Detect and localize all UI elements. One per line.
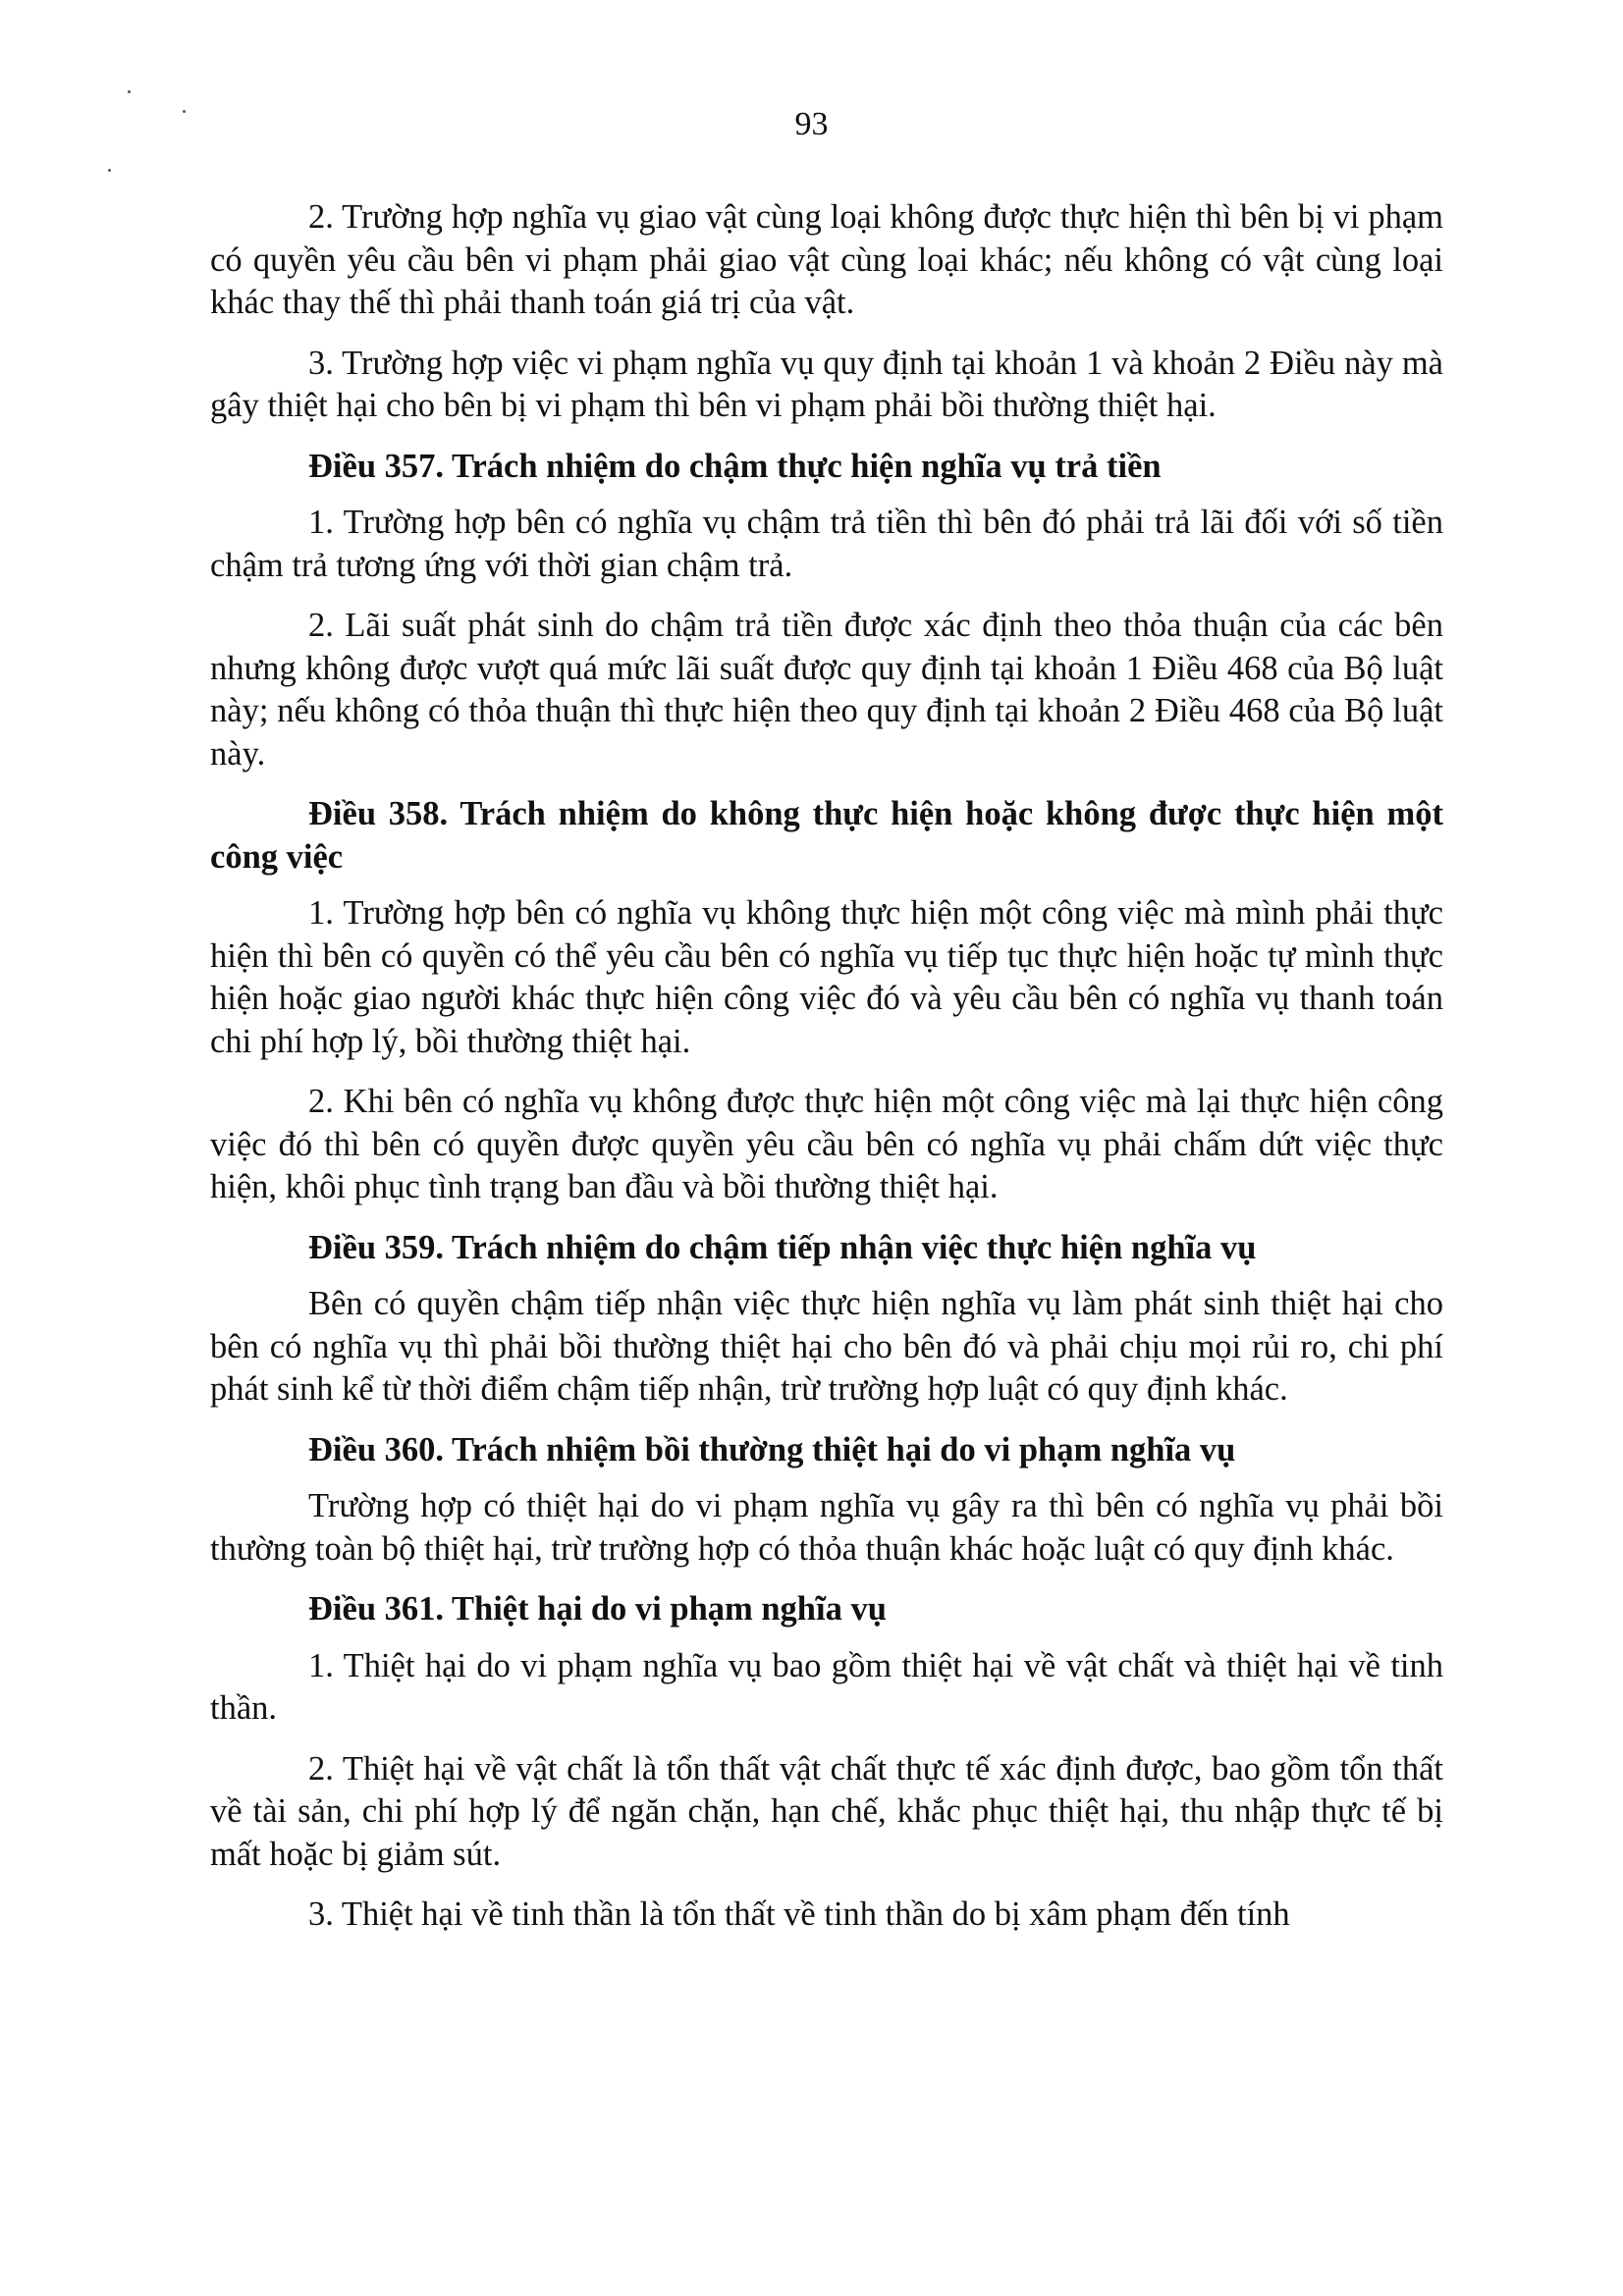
paragraph: 3. Thiệt hại về tinh thần là tổn thất về tinh thần do bị xâm phạm đến tính [308,1896,1290,1933]
article-heading: Điều 359. Trách nhiệm do chậm tiếp nhận việc thực hiện nghĩa vụ [308,1228,1257,1266]
paragraph: Trường hợp có thiệt hại do vi phạm nghĩa vụ gây ra thì bên có nghĩa vụ phải bồi thường toàn bộ thiệt hại, trừ trường hợp có thỏa thuận khác hoặc luật có quy định khác. [210,1487,1443,1568]
scan-speck [183,110,186,113]
paragraph: 1. Trường hợp bên có nghĩa vụ không thực hiện một công việc mà mình phải thực hiện thì bên có quyền có thể yêu cầu bên có nghĩa vụ tiếp tục thực hiện hoặc tự mình thực hiện hoặc giao người khác thực hiện công việc đó và yêu cầu bên có nghĩa vụ thanh toán chi phí hợp lý, bồi thường thiệt hại. [210,894,1443,1060]
paragraph: 2. Lãi suất phát sinh do chậm trả tiền được xác định theo thỏa thuận của các bên nhưng không được vượt quá mức lãi suất được quy định tại khoản 1 Điều 468 của Bộ luật này; nếu không có thỏa thuận thì thực hiện theo quy định tại khoản 2 Điều 468 của Bộ luật này. [210,607,1443,773]
paragraph: 1. Trường hợp bên có nghĩa vụ chậm trả tiền thì bên đó phải trả lãi đối với số tiền chậm trả tương ứng với thời gian chậm trả. [210,504,1443,584]
page-number: 93 [794,106,829,142]
document-body [210,196,1443,1954]
article-heading: Điều 357. Trách nhiệm do chậm thực hiện nghĩa vụ trả tiền [308,447,1162,485]
paragraph: 1. Thiệt hại do vi phạm nghĩa vụ bao gồm thiệt hại về vật chất và thiệt hại về tinh thần. [210,1646,1443,1727]
paragraph: 3. Trường hợp việc vi phạm nghĩa vụ quy định tại khoản 1 và khoản 2 Điều này mà gây thiệt hại cho bên bị vi phạm thì bên vi phạm phải bồi thường thiệt hại. [210,344,1443,424]
article-heading: Điều 361. Thiệt hại do vi phạm nghĩa vụ [308,1590,887,1628]
scan-speck [108,169,111,172]
paragraph: 2. Trường hợp nghĩa vụ giao vật cùng loại không được thực hiện thì bên bị vi phạm có quyền yêu cầu bên vi phạm phải giao vật cùng loại khác; nếu không có vật cùng loại khác thay thế thì phải thanh toán giá trị của vật. [210,198,1443,321]
article-heading: Điều 358. Trách nhiệm do không thực hiện hoặc không được thực hiện một công việc [210,795,1443,876]
paragraph: Bên có quyền chậm tiếp nhận việc thực hiện nghĩa vụ làm phát sinh thiệt hại cho bên có nghĩa vụ thì phải bồi thường thiệt hại cho bên đó và phải chịu mọi rủi ro, chi phí phát sinh kể từ thời điểm chậm tiếp nhận, trừ trường hợp luật có quy định khác. [210,1285,1443,1408]
paragraph: 2. Thiệt hại về vật chất là tổn thất vật chất thực tế xác định được, bao gồm tổn thất về tài sản, chi phí hợp lý để ngăn chặn, hạn chế, khắc phục thiệt hại, thu nhập thực tế bị mất hoặc bị giảm sút. [210,1749,1443,1873]
paragraph: 2. Khi bên có nghĩa vụ không được thực hiện một công việc mà lại thực hiện công việc đó thì bên có quyền được quyền yêu cầu bên có nghĩa vụ phải chấm dứt việc thực hiện, khôi phục tình trạng ban đầu và bồi thường thiệt hại. [210,1083,1443,1205]
scan-speck [128,90,131,93]
article-heading: Điều 360. Trách nhiệm bồi thường thiệt hại do vi phạm nghĩa vụ [308,1430,1236,1468]
